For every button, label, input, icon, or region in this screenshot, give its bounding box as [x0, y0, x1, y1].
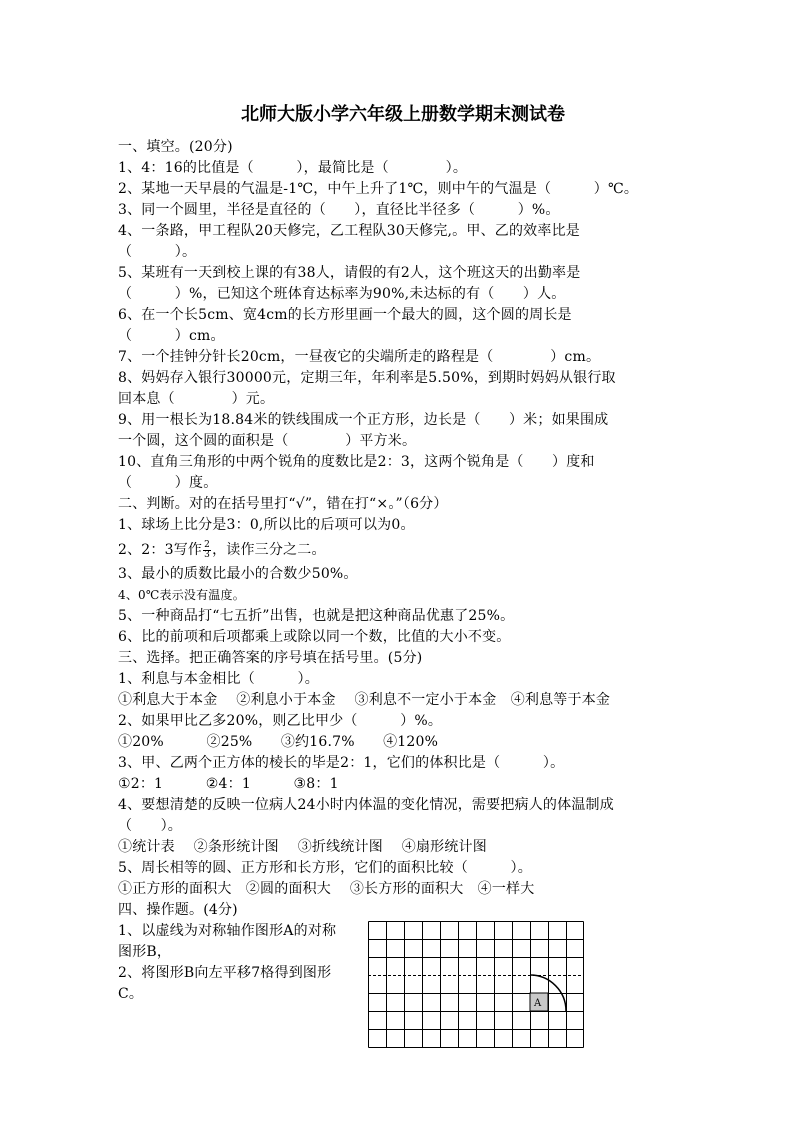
question-line: 1、球场上比分是3：0,所以比的后项可以为0。	[118, 517, 415, 533]
section-heading: 三、选择。把正确答案的序号填在括号里。(5分)	[118, 650, 423, 666]
choice-line: ①2：1 ②4：1 ③8：1	[118, 776, 339, 792]
exam-page	[118, 103, 678, 1051]
question-line: 1、4：16的比值是（ ），最简比是（ ）。	[118, 160, 468, 176]
question-line: 10、直角三角形的中两个锐角的度数比是2：3，这两个锐角是（ ）度和	[118, 454, 595, 470]
question-line: （ ）%，已知这个班体育达标率为90%,未达标的有（ ）人。	[118, 286, 566, 302]
page-title: 北师大版小学六年级上册数学期末测试卷	[241, 104, 565, 125]
question-line: 一个圆，这个圆的面积是（ ）平方米。	[118, 433, 417, 449]
question-line: （ ）。	[118, 244, 197, 260]
section-heading: 一、填空。(20分)	[118, 139, 233, 155]
question-line: 8、妈妈存入银行30000元，定期三年，年利率是5.50%，到期时妈妈从银行取	[118, 370, 616, 386]
section-fill-blank	[118, 137, 678, 494]
section-true-false	[118, 494, 678, 648]
question-line: 1、利息与本金相比（ ）。	[118, 671, 319, 687]
section-heading: 二、判断。对的在括号里打“√”，错在打“×。”（6分）	[118, 496, 448, 512]
section-operation	[118, 921, 678, 1051]
question-line: 2、如果甲比乙多20%，则乙比甲少（ ）%。	[118, 713, 443, 729]
choice-line: ①统计表 ②条形统计图 ③折线统计图 ④扇形统计图	[118, 839, 487, 855]
choice-line: ①利息大于本金 ②利息小于本金 ③利息不一定小于本金 ④利息等于本金	[118, 692, 611, 708]
fraction-numerator: 2	[204, 539, 211, 550]
question-text: ，读作三分之二。	[212, 542, 326, 558]
question-line: 回本息（ ）元。	[118, 391, 275, 407]
figure-a-label: A	[534, 998, 542, 1009]
question-line: 6、比的前项和后项都乘上或除以同一个数，比值的大小不变。	[118, 629, 511, 645]
question-line: 3、甲、乙两个正方体的棱长的毕是2：1，它们的体积比是（ ）。	[118, 755, 565, 771]
grid-lines	[369, 922, 584, 1048]
question-line: 5、周长相等的圆、正方形和长方形，它们的面积比较（ ）。	[118, 860, 532, 876]
question-line-fraction	[118, 536, 678, 564]
fraction	[203, 541, 211, 560]
operation-instructions	[118, 921, 348, 1005]
question-line: 2、将图形B向左平移7格得到图形C。	[118, 965, 332, 1002]
grid-figure	[368, 921, 584, 1048]
question-line: 3、同一个圆里，半径是直径的（ ），直径比半径多（ ）%。	[118, 202, 560, 218]
question-line: 2、某地一天早晨的气温是-1℃，中午上升了1℃，则中午的气温是（ ）℃。	[118, 181, 639, 197]
question-line: 3、最小的质数比最小的合数少50%。	[118, 566, 358, 582]
question-line: 4、要想清楚的反映一位病人24小时内体温的变化情况，需要把病人的体温制成	[118, 797, 614, 813]
fraction-denominator: 3	[204, 549, 211, 560]
question-line: 5、某班有一天到校上课的有38人，请假的有2人，这个班这天的出勤率是	[118, 265, 581, 281]
question-line: （ ）cm。	[118, 328, 225, 344]
question-text: 2、2：3写作	[118, 542, 203, 558]
question-line: 6、在一个长5cm、宽4cm的长方形里画一个最大的圆，这个圆的周长是	[118, 307, 572, 323]
question-line: （ ）度。	[118, 475, 218, 491]
question-line: 4、0℃表示没有温度。	[118, 588, 245, 602]
question-line: 1、以虚线为对称轴作图形A的对称图形B，	[118, 923, 337, 960]
question-line: 4、一条路，甲工程队20天修完，乙工程队30天修完,。甲、乙的效率比是	[118, 223, 580, 239]
question-line: 7、一个挂钟分针长20cm，一昼夜它的尖端所走的路程是（ ）cm。	[118, 349, 601, 365]
section-heading: 四、操作题。(4分)	[118, 902, 238, 918]
section-multiple-choice	[118, 648, 678, 900]
question-line: 9、用一根长为18.84米的铁线围成一个正方形，边长是（ ）米；如果围成	[118, 412, 609, 428]
choice-line: ①20% ②25% ③约16.7% ④120%	[118, 734, 439, 750]
question-line: （ ）。	[118, 818, 182, 834]
choice-line: ①正方形的面积大 ②圆的面积大 ③长方形的面积大 ④一样大	[118, 881, 535, 897]
question-line: 5、一种商品打“七五折”出售，也就是把这种商品优惠了25%。	[118, 608, 515, 624]
